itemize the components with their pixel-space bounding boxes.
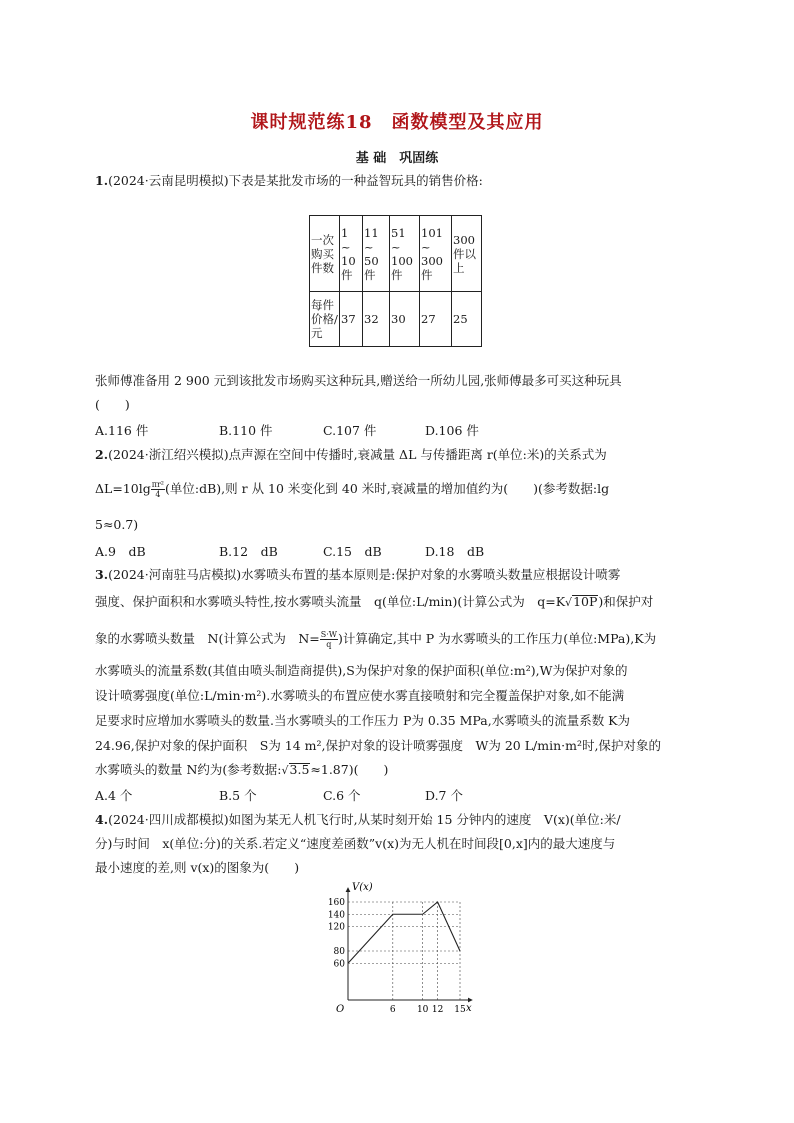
- q3-line4: 水雾喷头的流量系数(其值由喷头制造商提供),S为保护对象的保护面积(单位:m²),W为保护对象的: [95, 663, 628, 678]
- table-cell: 25: [452, 292, 482, 347]
- table-cell: 27: [420, 292, 452, 347]
- choice-c: C.15 dB: [323, 544, 382, 559]
- choice-c: C.6 个: [323, 788, 361, 803]
- q1-stem: [95, 172, 710, 190]
- table-cell: 1 ~ 10件: [340, 216, 363, 292]
- y-axis-label: V(x): [352, 882, 373, 893]
- q3-number: 3.: [95, 567, 109, 582]
- q4-line2: 分)与时间 x(单位:分)的关系.若定义“速度差函数”v(x)为无人机在时间段[0,x]内的最大速度与: [95, 836, 616, 851]
- q3-line5: 设计喷雾强度(单位:L/min·m²).水雾喷头的布置应使水雾直接喷射和完全覆盖保护对象,如不能满: [95, 688, 625, 703]
- q2-line1: 2.(2024·浙江绍兴模拟)点声源在空间中传播时,衰减量 ΔL 与传播距离 r(单位:米)的关系式为: [95, 447, 607, 462]
- x-tick-label: 6: [389, 1005, 396, 1015]
- x-axis-label: x: [466, 1003, 472, 1014]
- choice-b: B.5 个: [219, 788, 257, 803]
- q1-text: 张师傅准备用 2 900 元到该批发市场购买这种玩具,赠送给一所幼儿园,张师傅最多可买这种玩具: [95, 373, 622, 388]
- x-tick-label: 10: [416, 1005, 429, 1015]
- q3-line2: 强度、保护面积和水雾喷头特性,按水雾喷头流量 q(单位:L/min)(计算公式为 q=K√10P)和保护对: [95, 594, 654, 609]
- table-header-quantity: 一次购买件数: [310, 216, 340, 292]
- y-tick-label: 60: [333, 959, 345, 970]
- q3-line7: 24.96,保护对象的保护面积 S为 14 m²,保护对象的设计喷雾强度 W为 20 L/min·m²时,保护对象的: [95, 738, 661, 753]
- choice-a: A.4 个: [95, 788, 133, 803]
- table-cell: 300件以上: [452, 216, 482, 292]
- origin-label: O: [336, 1004, 345, 1015]
- table-cell: 30: [390, 292, 420, 347]
- q4-line3: 最小速度的差,则 v(x)的图象为( ): [95, 860, 300, 875]
- y-tick-label: 140: [327, 910, 345, 921]
- q3-sqrt-10p: 10P: [573, 594, 598, 609]
- q3-sqrt-35: 3.5: [289, 762, 310, 777]
- q2-fraction: $\frac{\text{πr²}}{4}$: [151, 480, 165, 499]
- y-tick-label: 120: [327, 922, 345, 933]
- velocity-graph: [320, 880, 480, 1020]
- choice-d: D.106 件: [425, 423, 479, 438]
- q3-line1: 3.(2024·河南驻马店模拟)水雾喷头布置的基本原则是:保护对象的水雾喷头数量应根据设计喷雾: [95, 567, 621, 582]
- velocity-series-line: [348, 902, 460, 963]
- q4-number: 4.: [95, 812, 109, 827]
- x-tick-label: 12: [431, 1005, 444, 1015]
- table-cell: 51 ~ 100件: [390, 216, 420, 292]
- choice-b: B.12 dB: [219, 544, 278, 559]
- choice-c: C.107 件: [323, 423, 377, 438]
- q3-line8: 水雾喷头的数量 N约为(参考数据:√3.5≈1.87)( ): [95, 762, 389, 777]
- choice-d: D.18 dB: [425, 544, 485, 559]
- choice-a: A.116 件: [95, 423, 149, 438]
- q2-line3: 5≈0.7): [95, 517, 139, 532]
- price-table: [309, 215, 482, 347]
- table-header-price: 每件价格/元: [310, 292, 340, 347]
- x-tick-label: 15: [454, 1005, 466, 1015]
- q2-number: 2.: [95, 447, 109, 462]
- q3-line6: 足要求时应增加水雾喷头的数量.当水雾喷头的工作压力 P为 0.35 MPa,水雾喷头的流量系数 K为: [95, 713, 631, 728]
- page-title: 课时规范练18 函数模型及其应用: [250, 112, 544, 133]
- choice-a: A.9 dB: [95, 544, 146, 559]
- q1-stem-text: (2024·云南昆明模拟)下表是某批发市场的一种益智玩具的销售价格:: [108, 173, 483, 188]
- q1-number: 1.: [95, 173, 109, 188]
- q1-paren: ( ): [95, 397, 130, 412]
- q3-fraction: $\frac{S\cdot W}{q}$: [320, 630, 337, 649]
- choice-b: B.110 件: [219, 423, 273, 438]
- table-cell: 11 ~ 50件: [363, 216, 390, 292]
- section-subtitle: 基 础 巩固练: [355, 151, 439, 166]
- choice-d: D.7 个: [425, 788, 463, 803]
- q3-line3: 象的水雾喷头数量 N(计算公式为 N= $\frac{S\cdot W}{q}$ )计算确定,其中 P 为水雾喷头的工作压力(单位:MPa),K为: [95, 630, 657, 649]
- q2-formula: ΔL=10lg: [95, 481, 151, 496]
- y-tick-label: 80: [333, 947, 345, 957]
- table-cell: 32: [363, 292, 390, 347]
- q2-line2: ΔL=10lg $\frac{\text{πr²}}{4}$ (单位:dB),则 r 从 10 米变化到 40 米时,衰减量的增加值约为( )(参考数据:lg: [95, 480, 610, 499]
- table-cell: 37: [340, 292, 363, 347]
- table-cell: 101 ~ 300件: [420, 216, 452, 292]
- y-tick-label: 160: [327, 898, 345, 908]
- q4-line1: 4.(2024·四川成都模拟)如图为某无人机飞行时,从某时刻开始 15 分钟内的速度 V(x)(单位:米/: [95, 812, 621, 827]
